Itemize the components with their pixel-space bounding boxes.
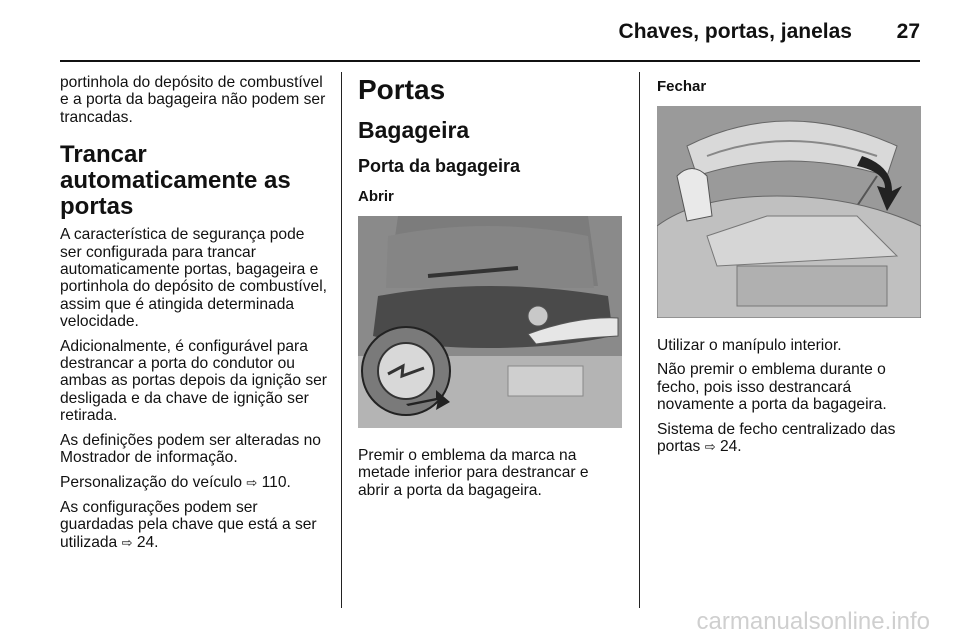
column-2 [358, 74, 624, 506]
paragraph: Utilizar o manípulo interior. [657, 337, 842, 354]
subsection-title-bagageira: Bagageira [358, 117, 470, 143]
page-ref-arrow-icon: ⇨ [121, 535, 133, 551]
paragraph-reference [60, 474, 330, 492]
paragraph: As definições podem ser alteradas no Mostrador de informação. [60, 431, 321, 467]
page-reference-link[interactable]: 110. [261, 473, 291, 491]
section-title-portas: Portas [358, 74, 446, 105]
paragraph: Não premir o emblema durante o fecho, pois isso destrancará novamente a porta da bagageira. [657, 361, 887, 414]
reference-text: Sistema de fecho centralizado das portas [657, 420, 896, 456]
intro-paragraph: portinhola do depósito de combustível e a porta da bagageira não podem ser trancadas. [60, 74, 326, 126]
page-number: 27 [896, 20, 920, 43]
column-3 [657, 74, 921, 463]
watermark: carmanualsonline.info [696, 608, 930, 635]
reference-text: Personalização do veículo [60, 473, 243, 491]
subheading-abrir: Abrir [358, 188, 394, 205]
column-divider-2 [639, 72, 640, 608]
section-heading-auto-lock: Trancar automaticamente as portas [60, 141, 291, 221]
figure-caption: Premir o emblema da marca na metade inferior para destrancar e abrir a porta da bagageira. [358, 447, 589, 499]
reference-text: As configurações podem ser guardadas pela chave que está a ser utilizada [60, 498, 317, 551]
paragraph-reference [60, 499, 330, 552]
page-reference-link[interactable]: 24. [719, 438, 742, 456]
paragraph: Adicionalmente, é configurável para destrancar a porta do condutor ou ambas as portas depois da ignição ser desligada e da chave de ignição ser retirada. [60, 337, 327, 425]
paragraph-reference [657, 421, 921, 457]
page-reference-link[interactable]: 24. [136, 533, 159, 551]
column-divider-1 [341, 72, 342, 608]
subheading-porta-bagageira: Porta da bagageira [358, 156, 521, 176]
page-ref-arrow-icon: ⇨ [246, 475, 258, 491]
tailgate-emblem-illustration [358, 216, 622, 428]
header-divider [60, 60, 920, 62]
paragraph: A característica de segurança pode ser configurada para trancar automaticamente portas, bagageira e portinhola do depósito de combustível, assim que é atingida determinada velocidade. [60, 226, 327, 331]
chapter-title: Chaves, portas, janelas [618, 20, 852, 43]
subheading-fechar: Fechar [657, 78, 707, 95]
tailgate-closing-illustration [657, 106, 921, 318]
column-1 [60, 74, 330, 559]
page-ref-arrow-icon: ⇨ [704, 440, 716, 456]
